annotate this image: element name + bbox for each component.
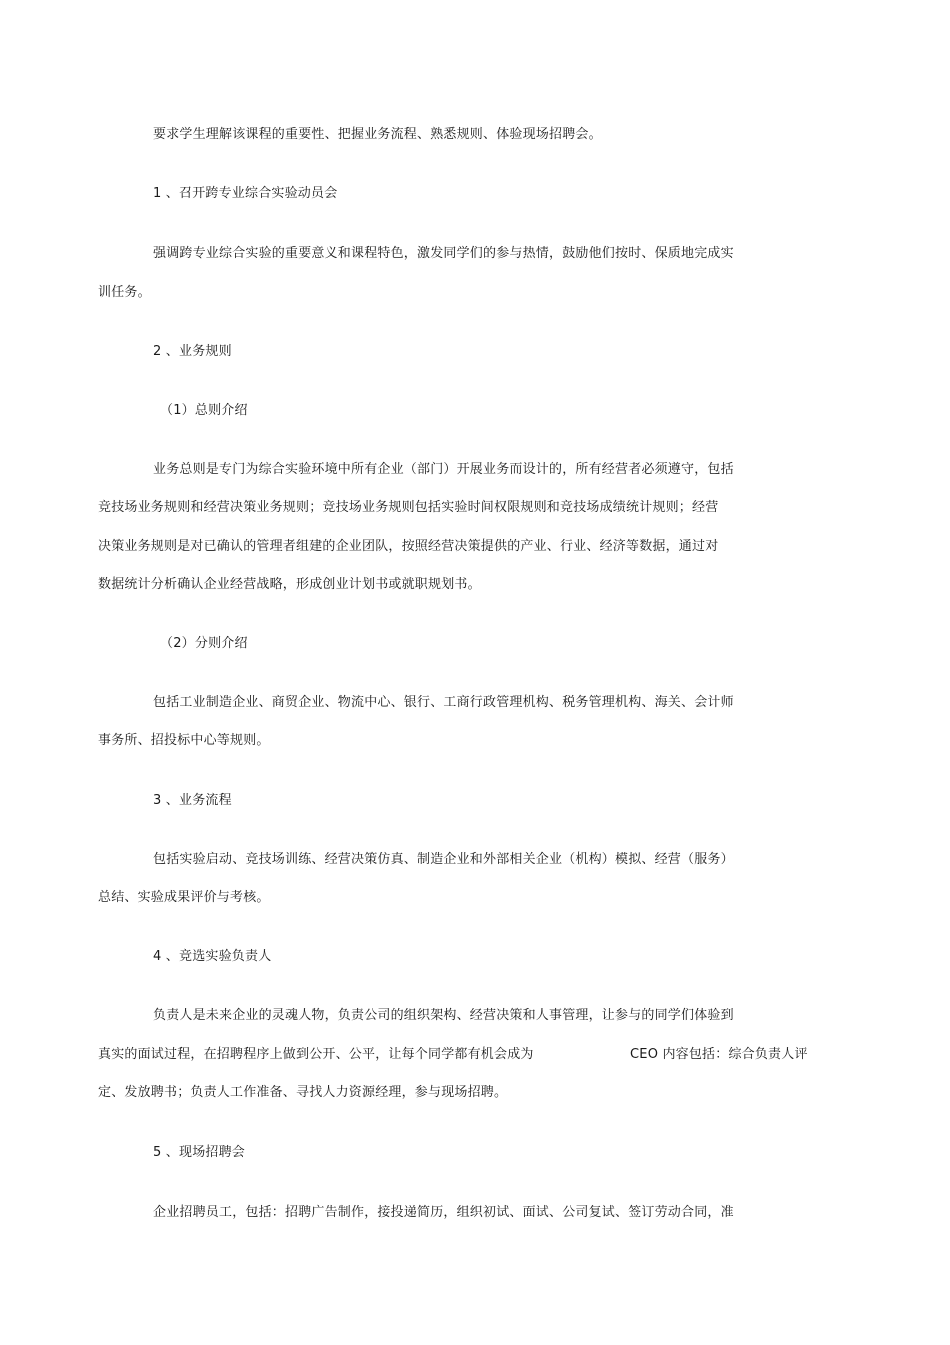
subsection-2-2-line-2: 事务所、招投标中心等规则。 [98,733,270,748]
intro-paragraph: 要求学生理解该课程的重要性、把握业务流程、熟悉规则、体验现场招聘会。 [153,127,602,142]
section-1-paragraph-line-1: 强调跨专业综合实验的重要意义和课程特色，激发同学们的参与热情，鼓励他们按时、保质地完成实 [153,246,734,261]
subsection-2-1-line-2: 竞技场业务规则和经营决策业务规则；竞技场业务规则包括实验时间权限规则和竞技场成绩统计规则；经营 [98,500,719,515]
section-4-paragraph-line-3: 定、发放聘书；负责人工作准备、寻找人力资源经理，参与现场招聘。 [98,1085,508,1100]
subsection-2-1-line-1: 业务总则是专门为综合实验环境中所有企业（部门）开展业务而设计的，所有经营者必须遵守，包括 [153,462,734,477]
section-heading-2: 2 、业务规则 [153,344,232,359]
section-heading-4: 4 、竞选实验负责人 [153,949,272,964]
subsection-2-2-line-1: 包括工业制造企业、商贸企业、物流中心、银行、工商行政管理机构、税务管理机构、海关、会计师 [153,695,734,710]
subsection-heading-2-1: （1）总则介绍 [160,403,248,418]
section-heading-1: 1 、召开跨专业综合实验动员会 [153,186,338,201]
section-4-paragraph-line-2a: 真实的面试过程，在招聘程序上做到公开、公平，让每个同学都有机会成为 [98,1047,534,1062]
subsection-heading-2-2: （2）分则介绍 [160,636,248,651]
section-4-paragraph-line-1: 负责人是未来企业的灵魂人物，负责公司的组织架构、经营决策和人事管理，让参与的同学们体验到 [153,1008,734,1023]
section-3-paragraph-line-1: 包括实验启动、竞技场训练、经营决策仿真、制造企业和外部相关企业（机构）模拟、经营（服务） [153,852,734,867]
section-4-paragraph-line-2b: CEO 内容包括：综合负责人评 [630,1047,808,1062]
section-5-paragraph-line-1: 企业招聘员工，包括：招聘广告制作，接投递简历，组织初试、面试、公司复试、签订劳动合同，准 [153,1205,734,1220]
subsection-2-1-line-4: 数据统计分析确认企业经营战略，形成创业计划书或就职规划书。 [98,577,481,592]
subsection-2-1-line-3: 决策业务规则是对已确认的管理者组建的企业团队，按照经营决策提供的产业、行业、经济等数据，通过对 [98,539,719,554]
section-heading-3: 3 、业务流程 [153,793,232,808]
section-1-paragraph-line-2: 训任务。 [98,285,151,300]
section-3-paragraph-line-2: 总结、实验成果评价与考核。 [98,890,270,905]
section-heading-5: 5 、现场招聘会 [153,1145,246,1160]
